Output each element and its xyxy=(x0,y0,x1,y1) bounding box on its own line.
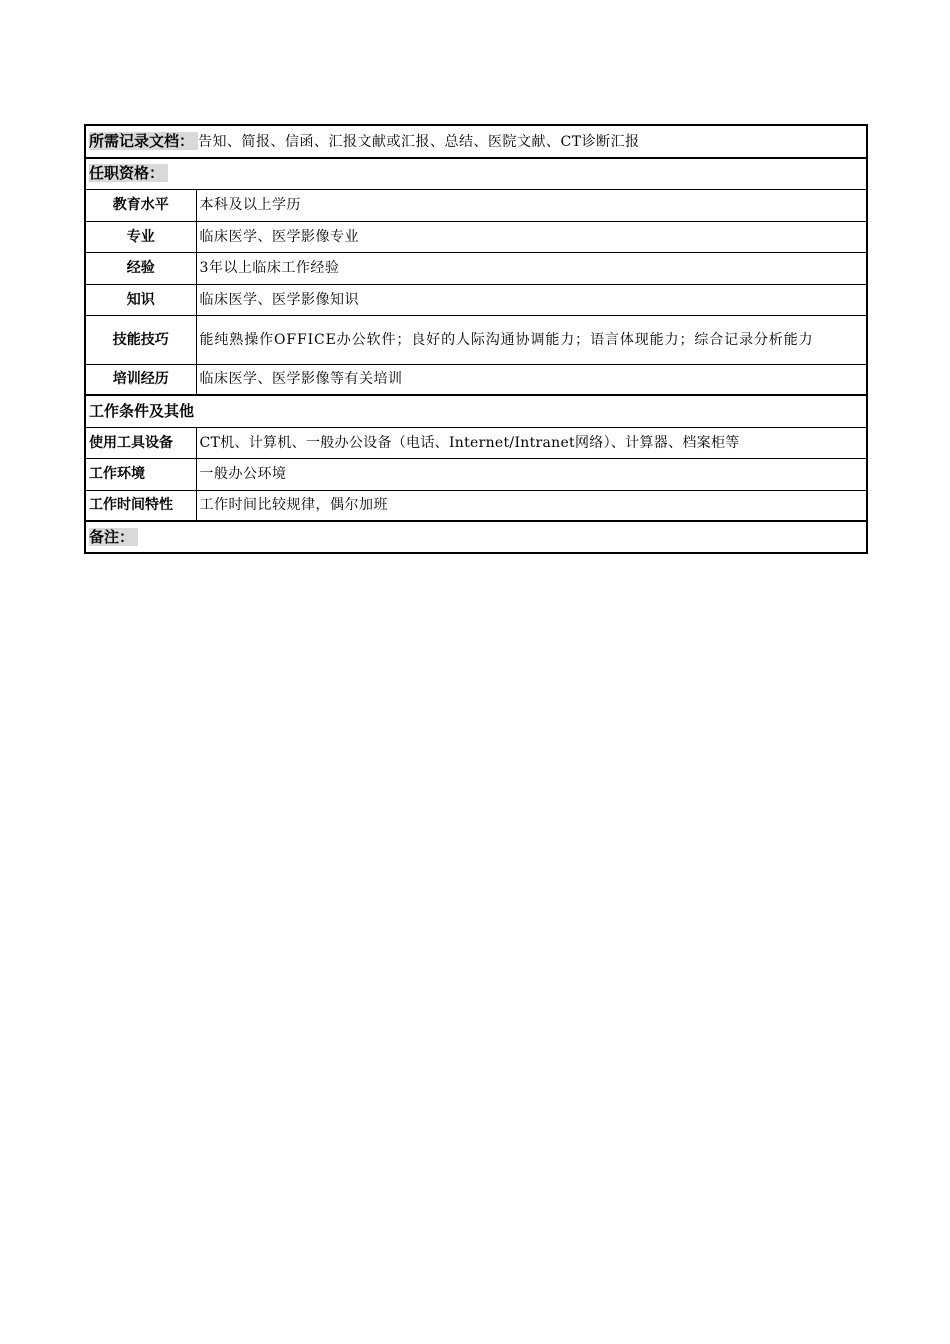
qualification-label: 专业 xyxy=(85,221,196,252)
qualification-label: 技能技巧 xyxy=(85,315,196,364)
condition-value: CT机、计算机、一般办公设备（电话、Internet/Intranet网络）、计算器、档案柜等 xyxy=(196,427,867,458)
records-label: 所需记录文档： xyxy=(89,132,198,150)
records-row xyxy=(85,125,867,158)
qualification-row xyxy=(85,364,867,395)
condition-row xyxy=(85,427,867,458)
job-description-table xyxy=(84,124,868,554)
qualification-label: 经验 xyxy=(85,252,196,284)
qualification-row xyxy=(85,252,867,284)
remarks-cell xyxy=(85,521,867,553)
conditions-heading: 工作条件及其他 xyxy=(89,401,195,420)
qualification-label: 知识 xyxy=(85,284,196,315)
qualification-value: 临床医学、医学影像等有关培训 xyxy=(196,364,867,395)
conditions-heading-cell xyxy=(85,395,867,427)
qualifications-heading-row xyxy=(85,158,867,189)
qualifications-heading-cell xyxy=(85,158,867,189)
remarks-label: 备注： xyxy=(89,528,138,546)
conditions-heading-row xyxy=(85,395,867,427)
condition-label: 工作时间特性 xyxy=(85,490,196,521)
qualification-value: 临床医学、医学影像专业 xyxy=(196,221,867,252)
qualifications-heading: 任职资格： xyxy=(89,164,168,182)
condition-row xyxy=(85,490,867,521)
qualification-label: 培训经历 xyxy=(85,364,196,395)
qualification-value: 3年以上临床工作经验 xyxy=(196,252,867,284)
condition-value: 工作时间比较规律，偶尔加班 xyxy=(196,490,867,521)
qualification-value: 本科及以上学历 xyxy=(196,189,867,221)
condition-label: 工作环境 xyxy=(85,458,196,490)
qualification-value: 临床医学、医学影像知识 xyxy=(196,284,867,315)
qualification-label: 教育水平 xyxy=(85,189,196,221)
remarks-row xyxy=(85,521,867,553)
qualification-row xyxy=(85,284,867,315)
qualification-row xyxy=(85,221,867,252)
condition-value: 一般办公环境 xyxy=(196,458,867,490)
qualification-row xyxy=(85,315,867,364)
records-cell xyxy=(85,125,867,158)
records-value: 告知、简报、信函、汇报文献或汇报、总结、医院文献、CT诊断汇报 xyxy=(198,134,640,150)
qualification-row xyxy=(85,189,867,221)
condition-label: 使用工具设备 xyxy=(85,427,196,458)
qualification-value: 能纯熟操作OFFICE办公软件；良好的人际沟通协调能力；语言体现能力；综合记录分析能力 xyxy=(196,315,867,364)
condition-row xyxy=(85,458,867,490)
